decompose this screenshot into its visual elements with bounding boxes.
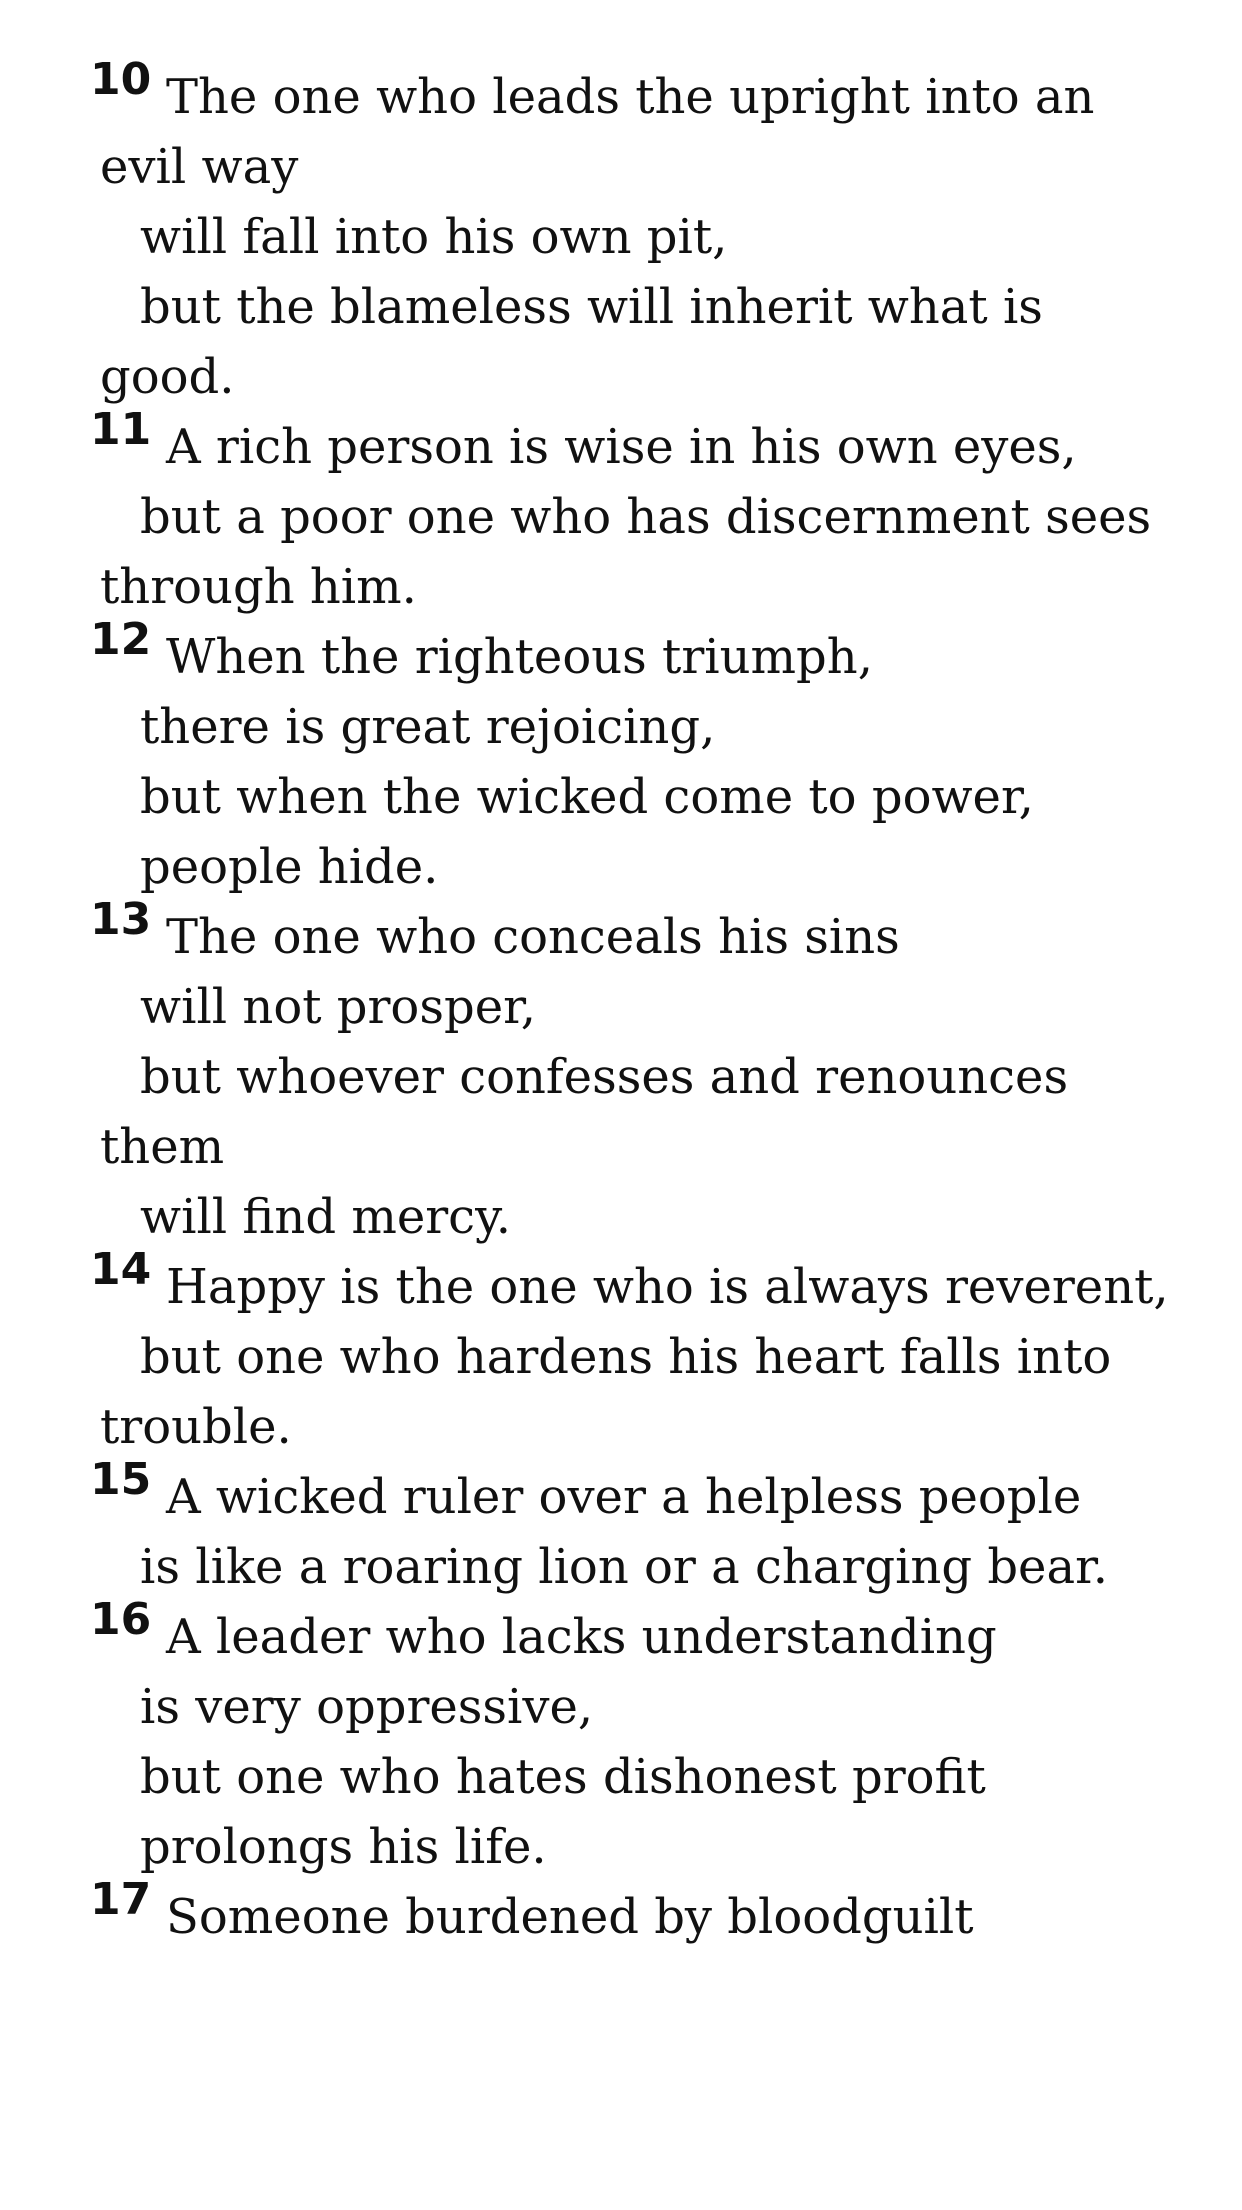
verse-line: but the blameless will inherit what is <box>140 279 1043 335</box>
verse-11 <box>90 404 1202 622</box>
verse-number: 10 <box>90 54 152 105</box>
verse-12 <box>90 614 1202 902</box>
verse-line: good. <box>100 349 235 405</box>
verse-line: A rich person is wise in his own eyes, <box>166 419 1077 475</box>
verse-17 <box>90 1874 1202 1952</box>
verse-line: but one who hates dishonest profit <box>140 1749 986 1805</box>
verse-10 <box>90 54 1202 412</box>
verse-line: is like a roaring lion or a charging bear. <box>140 1539 1108 1595</box>
verse-line: A leader who lacks understanding <box>166 1609 997 1665</box>
verse-line: is very oppressive, <box>140 1679 594 1735</box>
verse-line: but whoever confesses and renounces <box>140 1049 1069 1105</box>
verse-line: evil way <box>100 139 299 195</box>
verse-line: through him. <box>100 559 417 615</box>
verse-line: Happy is the one who is always reverent, <box>166 1259 1169 1315</box>
verse-line: prolongs his life. <box>140 1819 547 1875</box>
verse-line: Someone burdened by bloodguilt <box>166 1889 974 1945</box>
verse-line: The one who conceals his sins <box>166 909 900 965</box>
verse-number: 15 <box>90 1454 152 1505</box>
verse-number: 16 <box>90 1594 152 1645</box>
verse-number: 11 <box>90 404 152 455</box>
verse-list <box>0 54 1242 1952</box>
verse-13 <box>90 894 1202 1252</box>
verse-15 <box>90 1454 1202 1602</box>
verse-16 <box>90 1594 1202 1882</box>
verse-number: 13 <box>90 894 152 945</box>
verse-number: 14 <box>90 1244 152 1295</box>
verse-line: A wicked ruler over a helpless people <box>166 1469 1082 1525</box>
verse-14 <box>90 1244 1202 1462</box>
verse-line: will find mercy. <box>140 1189 512 1245</box>
verse-line: but one who hardens his heart falls into <box>140 1329 1112 1385</box>
verse-line: but a poor one who has discernment sees <box>140 489 1152 545</box>
verse-line: them <box>100 1119 225 1175</box>
verse-line: people hide. <box>140 839 439 895</box>
verse-line: will not prosper, <box>140 979 537 1035</box>
verse-line: will fall into his own pit, <box>140 209 728 265</box>
verse-line: trouble. <box>100 1399 292 1455</box>
verse-line: The one who leads the upright into an <box>166 69 1095 125</box>
verse-line: but when the wicked come to power, <box>140 769 1034 825</box>
verse-line: there is great rejoicing, <box>140 699 716 755</box>
verse-line: When the righteous triumph, <box>166 629 873 685</box>
verse-number: 17 <box>90 1874 152 1925</box>
verse-number: 12 <box>90 614 152 665</box>
